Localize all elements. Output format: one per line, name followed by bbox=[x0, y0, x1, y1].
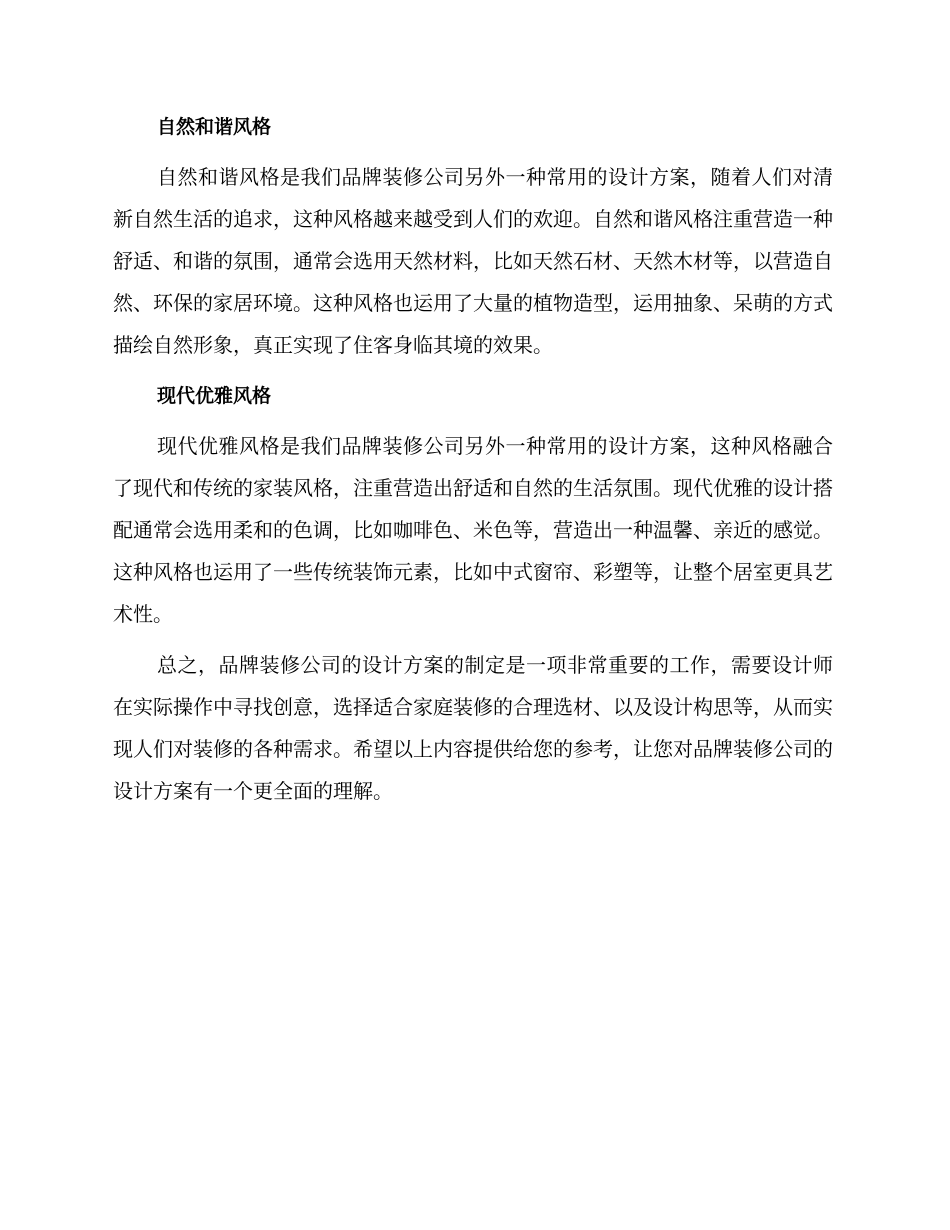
section-paragraph-natural-harmony: 自然和谐风格是我们品牌装修公司另外一种常用的设计方案，随着人们对清新自然生活的追求，这种风格越来越受到人们的欢迎。自然和谐风格注重营造一种舒适、和谐的氛围，通常会选用天然材料，比如天然石材、天然木材等，以营造自然、环保的家居环境。这种风格也运用了大量的植物造型，运用抽象、呆萌的方式描绘自然形象，真正实现了住客身临其境的效果。 bbox=[113, 165, 833, 357]
section-heading-modern-elegance: 现代优雅风格 bbox=[157, 385, 272, 407]
conclusion-paragraph: 总之，品牌装修公司的设计方案的制定是一项非常重要的工作，需要设计师在实际操作中寻找创意，选择适合家庭装修的合理选材、以及设计构思等，从而实现人们对装修的各种需求。希望以上内容提供给您的参考，让您对品牌装修公司的设计方案有一个更全面的理解。 bbox=[113, 653, 833, 803]
section-paragraph-modern-elegance: 现代优雅风格是我们品牌装修公司另外一种常用的设计方案，这种风格融合了现代和传统的家装风格，注重营造出舒适和自然的生活氛围。现代优雅的设计搭配通常会选用柔和的色调，比如咖啡色、米色等，营造出一种温馨、亲近的感觉。这种风格也运用了一些传统装饰元素，比如中式窗帘、彩塑等，让整个居室更具艺术性。 bbox=[113, 434, 833, 626]
section-heading-natural-harmony: 自然和谐风格 bbox=[157, 116, 272, 138]
document-page bbox=[113, 106, 833, 821]
